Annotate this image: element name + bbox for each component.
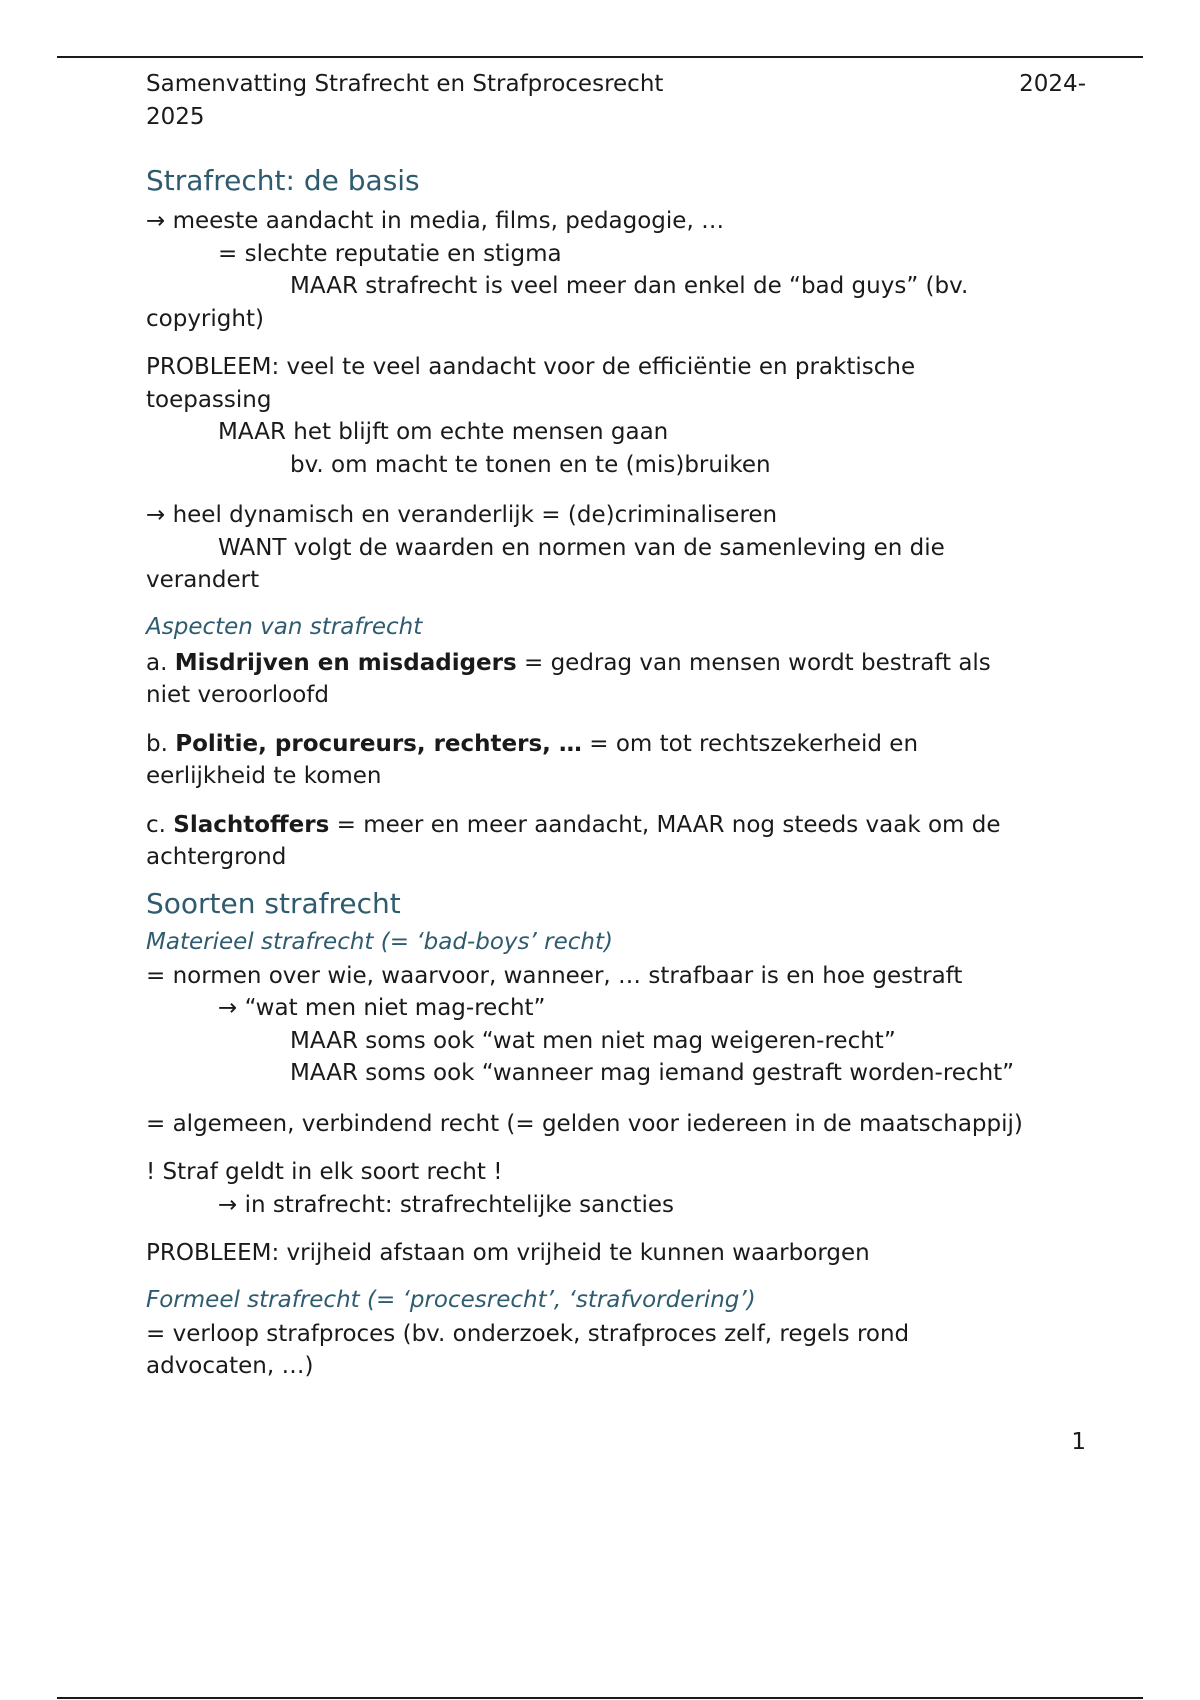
basis-block-1 bbox=[146, 205, 1086, 335]
basis-line-3-continued: copyright) bbox=[146, 305, 264, 332]
aspect-a-line bbox=[146, 647, 1086, 680]
materieel-line-1: = normen over wie, waarvoor, wanneer, … strafbaar is en hoe gestraft bbox=[146, 962, 963, 989]
formeel-block bbox=[146, 1318, 1086, 1383]
aspect-a-text: = gedrag van mensen wordt bestraft als bbox=[516, 649, 991, 676]
probleem-line-2: toepassing bbox=[146, 386, 272, 413]
basis-line-3: MAAR strafrecht is veel meer dan enkel de “bad guys” (bv. bbox=[290, 273, 969, 299]
document-body bbox=[146, 68, 1086, 1383]
materieel-line-2: → “wat men niet mag-recht” bbox=[218, 995, 546, 1021]
materieel-block-2 bbox=[146, 1156, 1086, 1221]
probleem-line-3: MAAR het blijft om echte mensen gaan bbox=[218, 419, 669, 445]
aspect-b-line bbox=[146, 728, 1086, 761]
aspect-b-term: Politie, procureurs, rechters, … bbox=[175, 730, 582, 757]
heading-formeel-strafrecht: Formeel strafrecht (= ‘procesrecht’, ‘strafvordering’) bbox=[146, 1286, 756, 1313]
heading-soorten-strafrecht: Soorten strafrecht bbox=[146, 886, 401, 920]
aspect-c-term: Slachtoffers bbox=[173, 811, 330, 838]
aspect-a-continued: niet veroorloofd bbox=[146, 682, 329, 708]
probleem-line-4: bv. om macht te tonen en te (mis)bruiken bbox=[290, 451, 771, 478]
aspect-c-continued: achtergrond bbox=[146, 844, 287, 870]
header-title: Samenvatting Strafrecht en Strafprocesrecht bbox=[146, 71, 664, 97]
dynamisch-line-1: → heel dynamisch en veranderlijk = (de)criminaliseren bbox=[146, 502, 778, 528]
probleem-line-1: PROBLEEM: veel te veel aandacht voor de efficiëntie en praktische bbox=[146, 354, 916, 380]
basis-block-3 bbox=[146, 499, 1086, 597]
aspect-b-continued: eerlijkheid te komen bbox=[146, 763, 382, 789]
basis-line-2: = slechte reputatie en stigma bbox=[218, 240, 562, 267]
heading-aspecten-van-strafrecht: Aspecten van strafrecht bbox=[146, 613, 423, 640]
aspect-a-prefix: a. bbox=[146, 649, 175, 676]
basis-line-1: → meeste aandacht in media, films, pedagogie, … bbox=[146, 208, 725, 234]
formeel-line-1: = verloop strafproces (bv. onderzoek, strafproces zelf, regels rond bbox=[146, 1320, 910, 1347]
aspect-c-prefix: c. bbox=[146, 811, 174, 838]
header-year-continued: 2025 bbox=[146, 103, 205, 130]
heading-materieel-strafrecht: Materieel strafrecht (= ‘bad-boys’ recht) bbox=[146, 928, 613, 955]
aspect-c-line bbox=[146, 809, 1086, 842]
aspect-a bbox=[146, 647, 1086, 712]
heading-strafrecht-de-basis: Strafrecht: de basis bbox=[146, 164, 420, 197]
dynamisch-line-3: verandert bbox=[146, 567, 260, 593]
footer-rule bbox=[57, 1697, 1143, 1699]
dynamisch-line-2: WANT volgt de waarden en normen van de samenleving en die bbox=[218, 534, 945, 561]
aspect-c-text: = meer en meer aandacht, MAAR nog steeds vaak om de bbox=[329, 811, 1001, 838]
header-year: 2024- bbox=[1019, 71, 1086, 97]
basis-block-2 bbox=[146, 351, 1086, 481]
materieel-line-8: PROBLEEM: vrijheid afstaan om vrijheid te kunnen waarborgen bbox=[146, 1240, 870, 1266]
document-header bbox=[146, 68, 1086, 133]
materieel-line-7: → in strafrecht: strafrechtelijke sancties bbox=[218, 1191, 675, 1218]
aspect-c bbox=[146, 809, 1086, 874]
aspect-b-text: = om tot rechtszekerheid en bbox=[581, 730, 919, 757]
materieel-block-1 bbox=[146, 960, 1086, 1090]
materieel-line-5: = algemeen, verbindend recht (= gelden voor iedereen in de maatschappij) bbox=[146, 1110, 1023, 1137]
formeel-line-2: advocaten, …) bbox=[146, 1353, 314, 1379]
header-rule bbox=[57, 56, 1143, 58]
page-number: 1 bbox=[1071, 1429, 1086, 1455]
materieel-line-6: ! Straf geldt in elk soort recht ! bbox=[146, 1159, 503, 1185]
materieel-line-3: MAAR soms ook “wat men niet mag weigeren-recht” bbox=[290, 1027, 896, 1054]
aspect-b bbox=[146, 728, 1086, 793]
aspect-b-prefix: b. bbox=[146, 730, 176, 757]
materieel-line-4: MAAR soms ook “wanneer mag iemand gestraft worden-recht” bbox=[290, 1060, 1015, 1086]
aspect-a-term: Misdrijven en misdadigers bbox=[174, 649, 517, 676]
